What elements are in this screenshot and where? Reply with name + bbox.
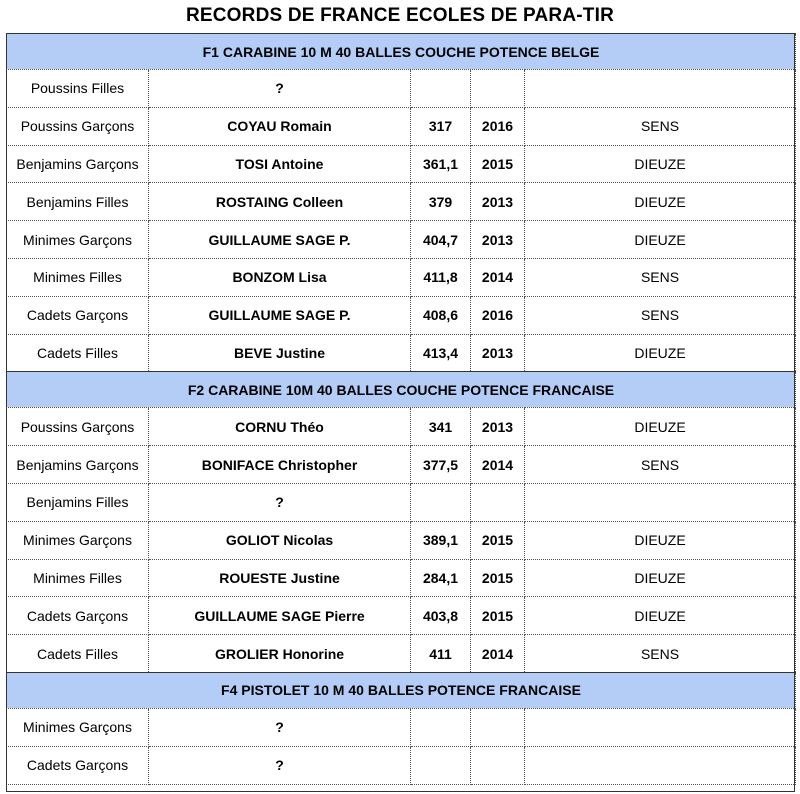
year-cell: 2013: [471, 183, 525, 221]
category-cell: Benjamins Filles: [7, 483, 149, 521]
section-title: F4 PISTOLET 10 M 40 BALLES POTENCE FRANCAISE: [7, 672, 796, 708]
year-cell: 2015: [471, 597, 525, 635]
section-title: F1 CARABINE 10 M 40 BALLES COUCHE POTENCE BELGE: [7, 34, 796, 70]
category-cell: Minimes Filles: [7, 559, 149, 597]
score-cell: 404,7: [411, 221, 471, 259]
shooter-name-cell: BONIFACE Christopher: [149, 446, 411, 484]
place-cell: DIEUZE: [525, 221, 796, 259]
table-row: [7, 408, 796, 446]
year-cell: [471, 746, 525, 784]
table-row: [7, 521, 796, 559]
shooter-name-cell: TOSI Antoine: [149, 145, 411, 183]
year-cell: 2014: [471, 446, 525, 484]
table-row: [7, 635, 796, 673]
place-cell: SENS: [525, 446, 796, 484]
shooter-name-cell: ROUESTE Justine: [149, 559, 411, 597]
category-cell: Poussins Filles: [7, 70, 149, 108]
category-cell: Cadets Garçons: [7, 296, 149, 334]
score-cell: [411, 70, 471, 108]
section-header: [7, 34, 796, 70]
table-row: [7, 183, 796, 221]
shooter-name-cell: GOLIOT Nicolas: [149, 521, 411, 559]
year-cell: [471, 483, 525, 521]
score-cell: 379: [411, 183, 471, 221]
section-title: F2 CARABINE 10M 40 BALLES COUCHE POTENCE FRANCAISE: [7, 372, 796, 408]
place-cell: DIEUZE: [525, 145, 796, 183]
shooter-name-cell: ?: [149, 70, 411, 108]
year-cell: 2013: [471, 334, 525, 372]
shooter-name-cell: ?: [149, 708, 411, 746]
year-cell: 2013: [471, 408, 525, 446]
place-cell: DIEUZE: [525, 521, 796, 559]
score-cell: 411: [411, 635, 471, 673]
category-cell: Cadets Garçons: [7, 746, 149, 784]
year-cell: [471, 70, 525, 108]
category-cell: Cadets Filles: [7, 635, 149, 673]
table-row: [7, 258, 796, 296]
place-cell: [525, 483, 796, 521]
table-row: [7, 221, 796, 259]
records-table: [6, 33, 796, 785]
category-cell: Benjamins Filles: [7, 183, 149, 221]
place-cell: SENS: [525, 107, 796, 145]
year-cell: 2015: [471, 559, 525, 597]
table-row: [7, 559, 796, 597]
table-row: [7, 483, 796, 521]
place-cell: DIEUZE: [525, 408, 796, 446]
score-cell: 411,8: [411, 258, 471, 296]
score-cell: 389,1: [411, 521, 471, 559]
year-cell: 2016: [471, 296, 525, 334]
year-cell: 2016: [471, 107, 525, 145]
place-cell: [525, 708, 796, 746]
table-row: [7, 446, 796, 484]
year-cell: [471, 708, 525, 746]
shooter-name-cell: BONZOM Lisa: [149, 258, 411, 296]
score-cell: [411, 746, 471, 784]
shooter-name-cell: GUILLAUME SAGE Pierre: [149, 597, 411, 635]
place-cell: [525, 746, 796, 784]
table-row: [7, 107, 796, 145]
year-cell: 2015: [471, 145, 525, 183]
place-cell: DIEUZE: [525, 597, 796, 635]
category-cell: Benjamins Garçons: [7, 145, 149, 183]
category-cell: Benjamins Garçons: [7, 446, 149, 484]
shooter-name-cell: COYAU Romain: [149, 107, 411, 145]
section-header: [7, 372, 796, 408]
shooter-name-cell: BEVE Justine: [149, 334, 411, 372]
section-header: [7, 672, 796, 708]
table-row: [7, 334, 796, 372]
score-cell: 284,1: [411, 559, 471, 597]
score-cell: 377,5: [411, 446, 471, 484]
table-row: [7, 597, 796, 635]
shooter-name-cell: GUILLAUME SAGE P.: [149, 221, 411, 259]
table-row: [7, 145, 796, 183]
place-cell: [525, 70, 796, 108]
category-cell: Cadets Filles: [7, 334, 149, 372]
place-cell: DIEUZE: [525, 334, 796, 372]
table-row: [7, 708, 796, 746]
page-title: RECORDS DE FRANCE ECOLES DE PARA-TIR: [185, 5, 615, 26]
score-cell: 408,6: [411, 296, 471, 334]
shooter-name-cell: CORNU Théo: [149, 408, 411, 446]
category-cell: Minimes Garçons: [7, 521, 149, 559]
score-cell: 361,1: [411, 145, 471, 183]
category-cell: Minimes Filles: [7, 258, 149, 296]
place-cell: SENS: [525, 258, 796, 296]
year-cell: 2015: [471, 521, 525, 559]
score-cell: [411, 483, 471, 521]
shooter-name-cell: GROLIER Honorine: [149, 635, 411, 673]
category-cell: Cadets Garçons: [7, 597, 149, 635]
year-cell: 2013: [471, 221, 525, 259]
score-cell: 341: [411, 408, 471, 446]
shooter-name-cell: ?: [149, 746, 411, 784]
year-cell: 2014: [471, 258, 525, 296]
table-row: [7, 70, 796, 108]
category-cell: Poussins Garçons: [7, 107, 149, 145]
score-cell: 413,4: [411, 334, 471, 372]
place-cell: SENS: [525, 296, 796, 334]
category-cell: Minimes Garçons: [7, 708, 149, 746]
score-cell: 403,8: [411, 597, 471, 635]
category-cell: Minimes Garçons: [7, 221, 149, 259]
score-cell: 317: [411, 107, 471, 145]
table-row: [7, 746, 796, 784]
category-cell: Poussins Garçons: [7, 408, 149, 446]
table-row: [7, 296, 796, 334]
score-cell: [411, 708, 471, 746]
place-cell: SENS: [525, 635, 796, 673]
shooter-name-cell: ?: [149, 483, 411, 521]
place-cell: DIEUZE: [525, 183, 796, 221]
shooter-name-cell: GUILLAUME SAGE P.: [149, 296, 411, 334]
year-cell: 2014: [471, 635, 525, 673]
place-cell: DIEUZE: [525, 559, 796, 597]
shooter-name-cell: ROSTAING Colleen: [149, 183, 411, 221]
